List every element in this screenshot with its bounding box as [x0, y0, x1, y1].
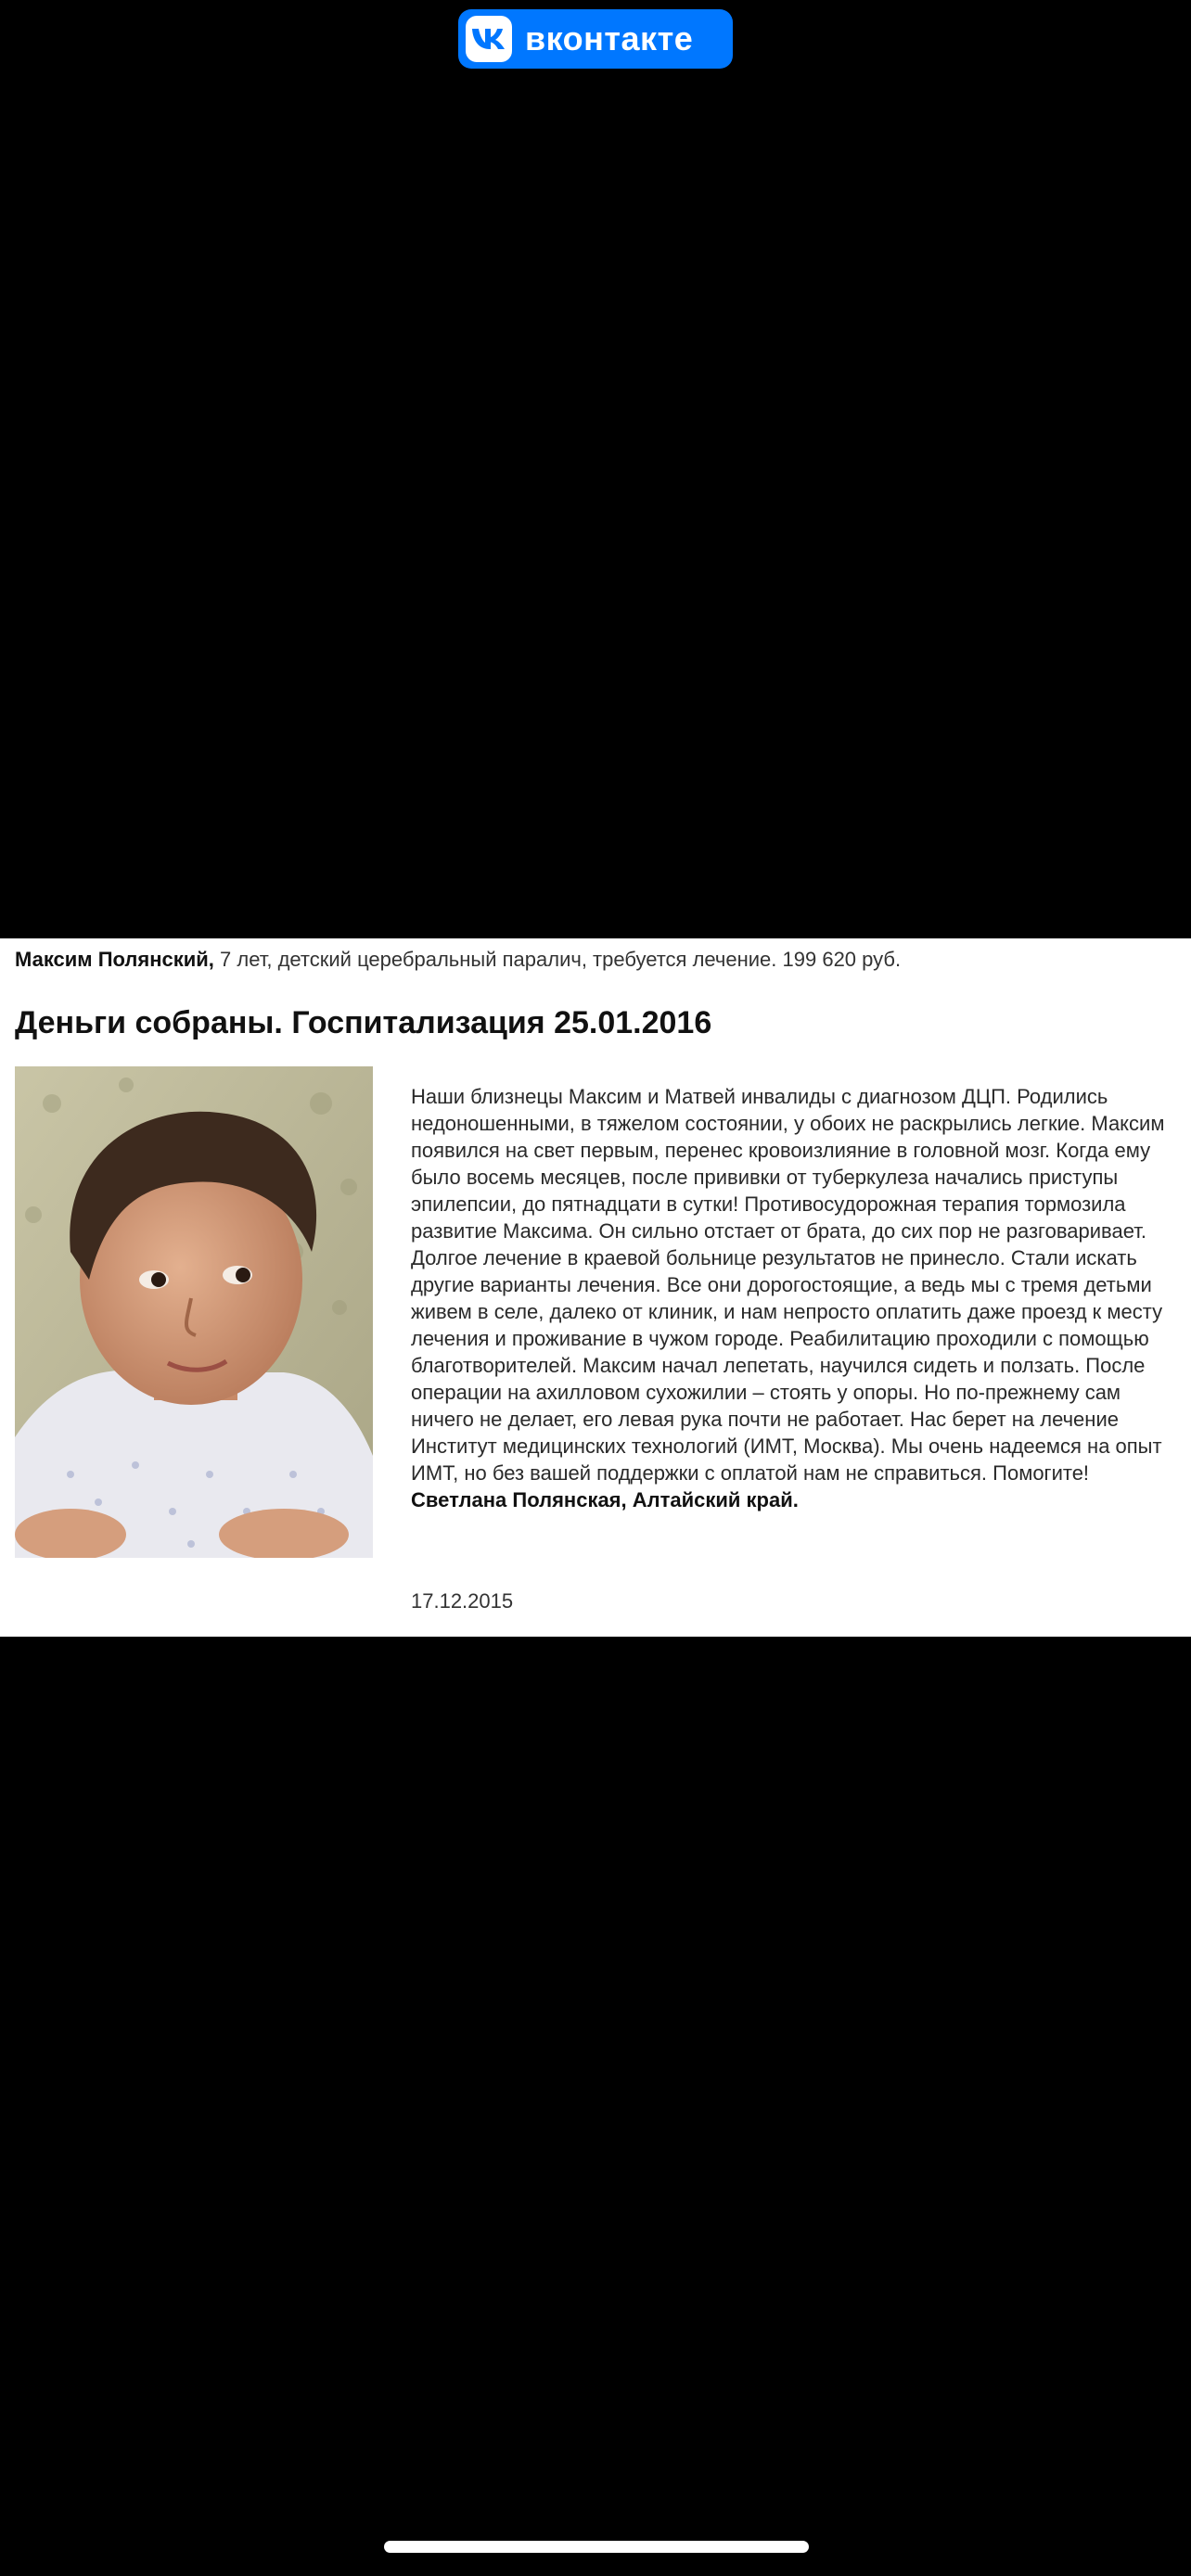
summary-name: Максим Полянский,: [15, 948, 214, 971]
summary-text: 7 лет, детский церебральный паралич, требуется лечение. 199 620 руб.: [213, 948, 902, 971]
article-headline: Деньги собраны. Госпитализация 25.01.2016: [15, 1005, 712, 1040]
brand-name: вконтакте: [525, 19, 694, 57]
story-body: Наши близнецы Максим и Матвей инвалиды с диагнозом ДЦП. Родились недоношенными, в тяжелом состоянии, у обоих не раскрылись легкие. Максим появился на свет первым, перенес кровоизлияние в головной мозг. Когда ему было восемь месяцев, после прививки от туберкулеза начались приступы эпилепсии, до пятнадцати в сутки! Противосудорожная терапия тормозила развитие Максима. Он сильно отстает от брата, до сих пор не разговаривает. Долгое лечение в краевой больнице результатов не принесло. Стали искать другие варианты лечения. Все они дорогостоящие, а ведь мы с тремя детьми живем в селе, далеко от клиник, и нам непросто оплатить даже проезд к месту лечения и проживание в чужом городе. Реабилитацию проходили с помощью благотворителей. Максим начал лепетать, научился сидеть и ползать. После операции на ахилловом сухожилии – стоять у опоры. Но по-прежнему сам ничего не делает, его левая рука почти не работает. Нас берет на лечение Институт медицинских технологий (ИМТ, Москва). Мы очень надеемся на опыт ИМТ, но без вашей поддержки с оплатой нам не справиться. Помогите!: [411, 1085, 1165, 1485]
home-indicator[interactable]: [384, 2541, 809, 2553]
story-text: [411, 1083, 1181, 1513]
vk-logo-icon: [466, 16, 512, 62]
vk-header-badge[interactable]: [458, 9, 733, 69]
article-card: [0, 938, 1191, 1637]
publish-date: 17.12.2015: [411, 1589, 514, 1613]
child-photo: [15, 1066, 373, 1558]
story-signature: Светлана Полянская, Алтайский край.: [411, 1488, 799, 1511]
summary-line: [15, 948, 901, 972]
